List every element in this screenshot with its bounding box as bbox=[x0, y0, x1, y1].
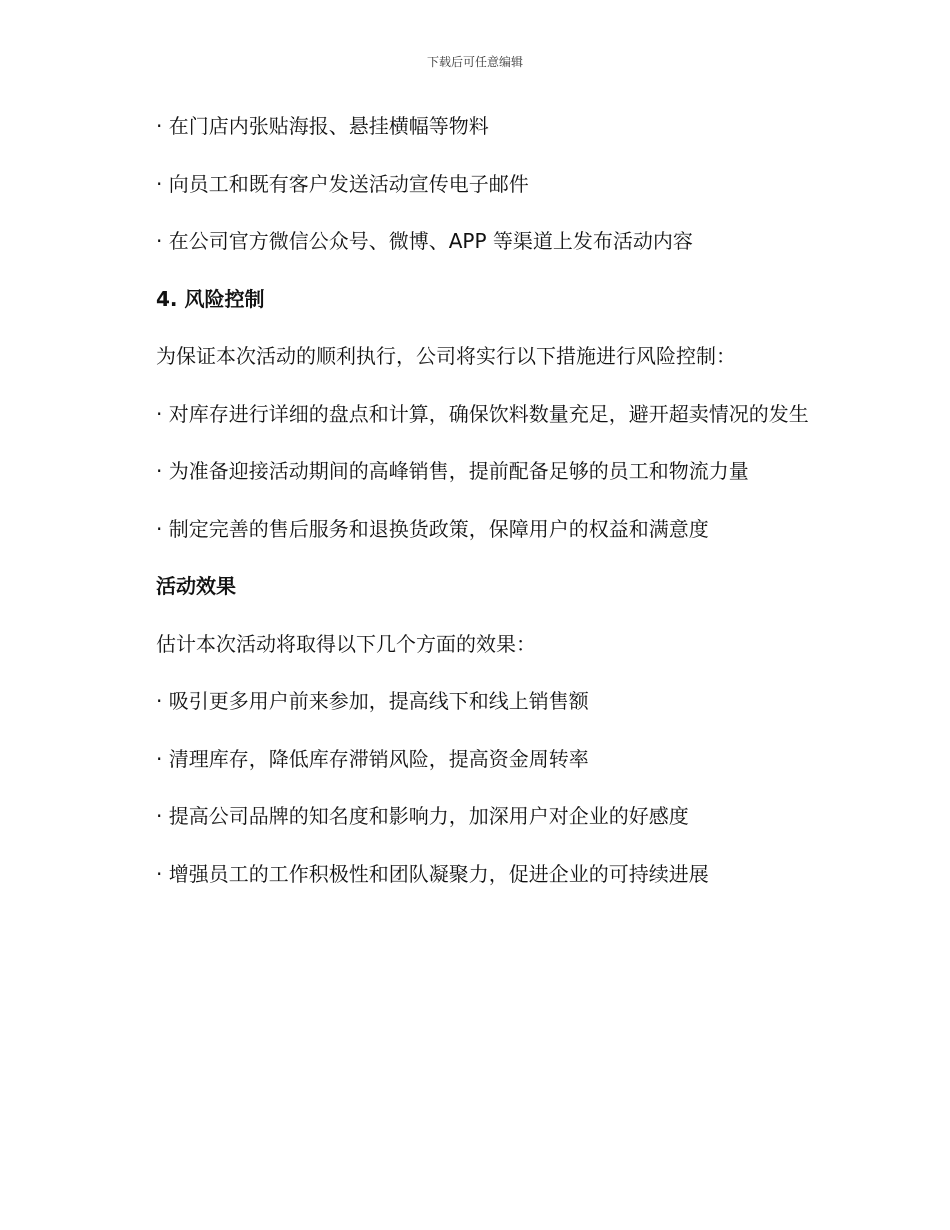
bullet-paragraph: · 制定完善的售后服务和退换货政策，保障用户的权益和满意度 bbox=[156, 516, 709, 541]
document-body bbox=[112, 112, 828, 917]
body-paragraph: 为保证本次活动的顺利执行，公司将实行以下措施进行风险控制： bbox=[156, 344, 736, 368]
bullet-paragraph: · 吸引更多用户前来参加，提高线下和线上销售额 bbox=[156, 689, 589, 713]
page-header: 下载后可任意编辑 bbox=[426, 55, 523, 69]
section-heading: 4. 风险控制 bbox=[156, 286, 265, 311]
bullet-paragraph: · 对库存进行详细的盘点和计算，确保饮料数量充足，避开超卖情况的发生 bbox=[156, 401, 809, 426]
bullet-paragraph: · 增强员工的工作积极性和团队凝聚力，促进企业的可持续进展 bbox=[156, 861, 709, 886]
section-heading: 活动效果 bbox=[156, 574, 236, 598]
bullet-paragraph: · 在门店内张贴海报、悬挂横幅等物料 bbox=[156, 114, 489, 138]
bullet-paragraph: · 在公司官方微信公众号、微博、APP 等渠道上发布活动内容 bbox=[156, 229, 693, 253]
bullet-paragraph: · 向员工和既有客户发送活动宣传电子邮件 bbox=[156, 171, 529, 196]
bullet-paragraph: · 提高公司品牌的知名度和影响力，加深用户对企业的好感度 bbox=[156, 804, 689, 828]
body-paragraph: 估计本次活动将取得以下几个方面的效果： bbox=[156, 631, 536, 656]
bullet-paragraph: · 为准备迎接活动期间的高峰销售，提前配备足够的员工和物流力量 bbox=[156, 459, 749, 483]
bullet-paragraph: · 清理库存，降低库存滞销风险，提高资金周转率 bbox=[156, 746, 589, 771]
